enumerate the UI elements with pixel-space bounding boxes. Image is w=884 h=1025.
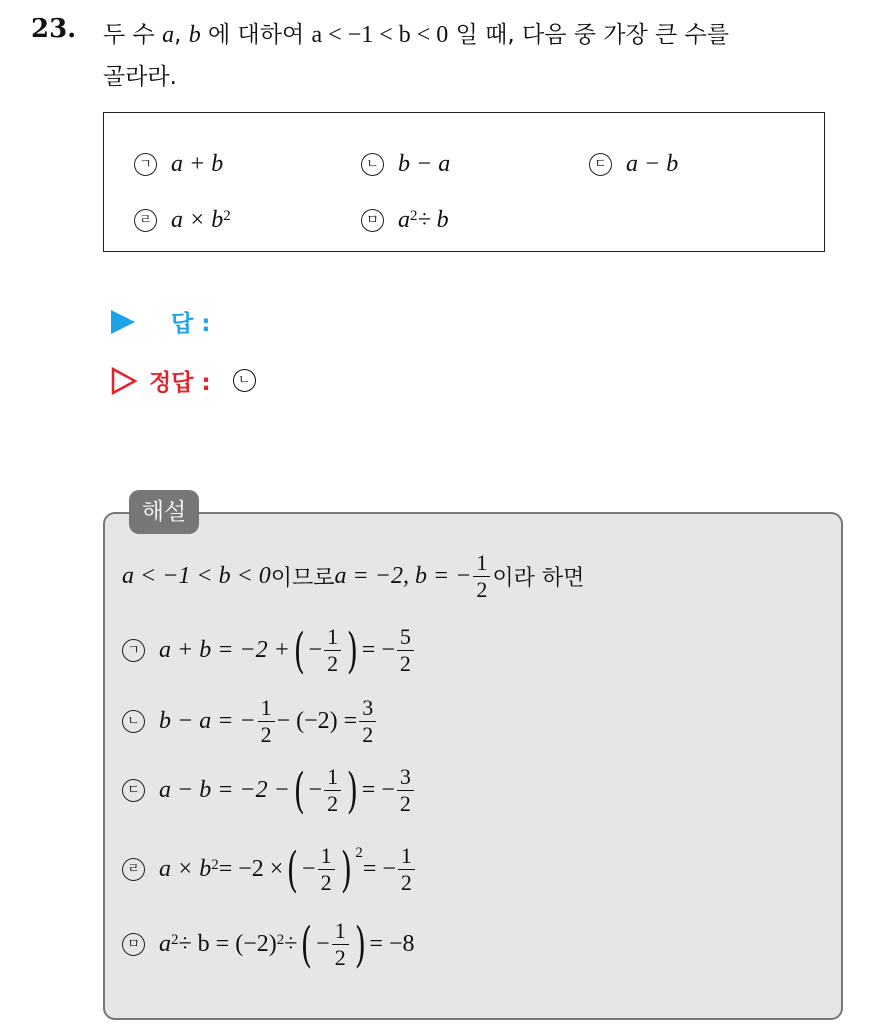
choice-mark: ㄴ	[361, 153, 384, 176]
choice-expr: a − b	[626, 151, 679, 177]
fraction: $\frac{1}{2}$	[258, 695, 275, 748]
question-line-2: 골라라.	[103, 64, 177, 90]
choice-mark: ㅁ	[361, 209, 384, 232]
question-condition: a < −1 < b < 0	[311, 22, 449, 48]
fraction: $\frac{3}{2}$	[359, 695, 376, 748]
choice-5[interactable]: ㅁ a 2 ÷ b	[361, 207, 449, 234]
choice-mark: ㄱ	[134, 153, 157, 176]
question-line-1: 두 수 a, b 에 대하여 a < −1 < b < 0 일 때, 다음 중 가장 큰 수를	[103, 22, 729, 48]
fraction: $\frac{1}{2}$	[318, 843, 335, 896]
fraction: $\frac{1}{2}$	[473, 550, 490, 603]
choice-expr: a × b	[171, 207, 224, 233]
choice-1[interactable]	[134, 151, 223, 178]
choice-mark: ㄹ	[134, 209, 157, 232]
correct-answer-row	[111, 364, 270, 397]
fraction: $\frac{1}{2}$	[398, 843, 415, 896]
choice-expr: a + b	[171, 151, 224, 177]
choice-3[interactable]	[589, 151, 678, 178]
choices-box	[103, 112, 825, 252]
question-text	[103, 14, 873, 98]
choice-expr: b − a	[398, 151, 451, 177]
choice-2[interactable]	[361, 151, 450, 178]
fraction: $\frac{1}{2}$	[324, 764, 341, 817]
choice-4[interactable]: ㄹ a × b 2	[134, 207, 231, 234]
correct-label: 정답 :	[149, 370, 211, 396]
fraction: $\frac{1}{2}$	[324, 624, 341, 677]
play-outline-icon	[111, 367, 137, 395]
play-filled-icon	[111, 310, 135, 334]
solution-line-5: ㅁ a 2 ÷ b = (−2) 2 ÷ ( − $\frac{1}{2}$ ) = −8	[122, 918, 415, 971]
solution-line-2: ㄴ b − a = − $\frac{1}{2}$ − (−2) = $\frac{3}{2}$	[122, 695, 378, 748]
solution-line-3: ㄷ a − b = −2 − ( − $\frac{1}{2}$ ) = − $\frac{3}{2}$	[122, 764, 416, 817]
question-number: 23.	[31, 14, 77, 44]
solution-line-4: ㄹ a × b 2 = −2 × ( − $\frac{1}{2}$ ) 2 = − $\frac{1}{2}$	[122, 843, 417, 896]
choice-mark: ㄷ	[589, 153, 612, 176]
fraction: $\frac{5}{2}$	[397, 624, 414, 677]
solution-intro: a < −1 < b < 0 이므로 a = −2, b = − $\frac{1}{2}$ 이라 하면	[122, 550, 585, 602]
fraction: $\frac{1}{2}$	[332, 918, 349, 971]
solution-line-1: ㄱ a + b = −2 + ( − $\frac{1}{2}$ ) = − $\frac{5}{2}$	[122, 624, 416, 677]
solution-tab: 해설	[129, 490, 199, 534]
correct-mark: ㄴ	[233, 369, 256, 392]
fraction: $\frac{3}{2}$	[397, 764, 414, 817]
answer-row	[111, 305, 210, 338]
answer-label: 답 :	[171, 311, 211, 337]
